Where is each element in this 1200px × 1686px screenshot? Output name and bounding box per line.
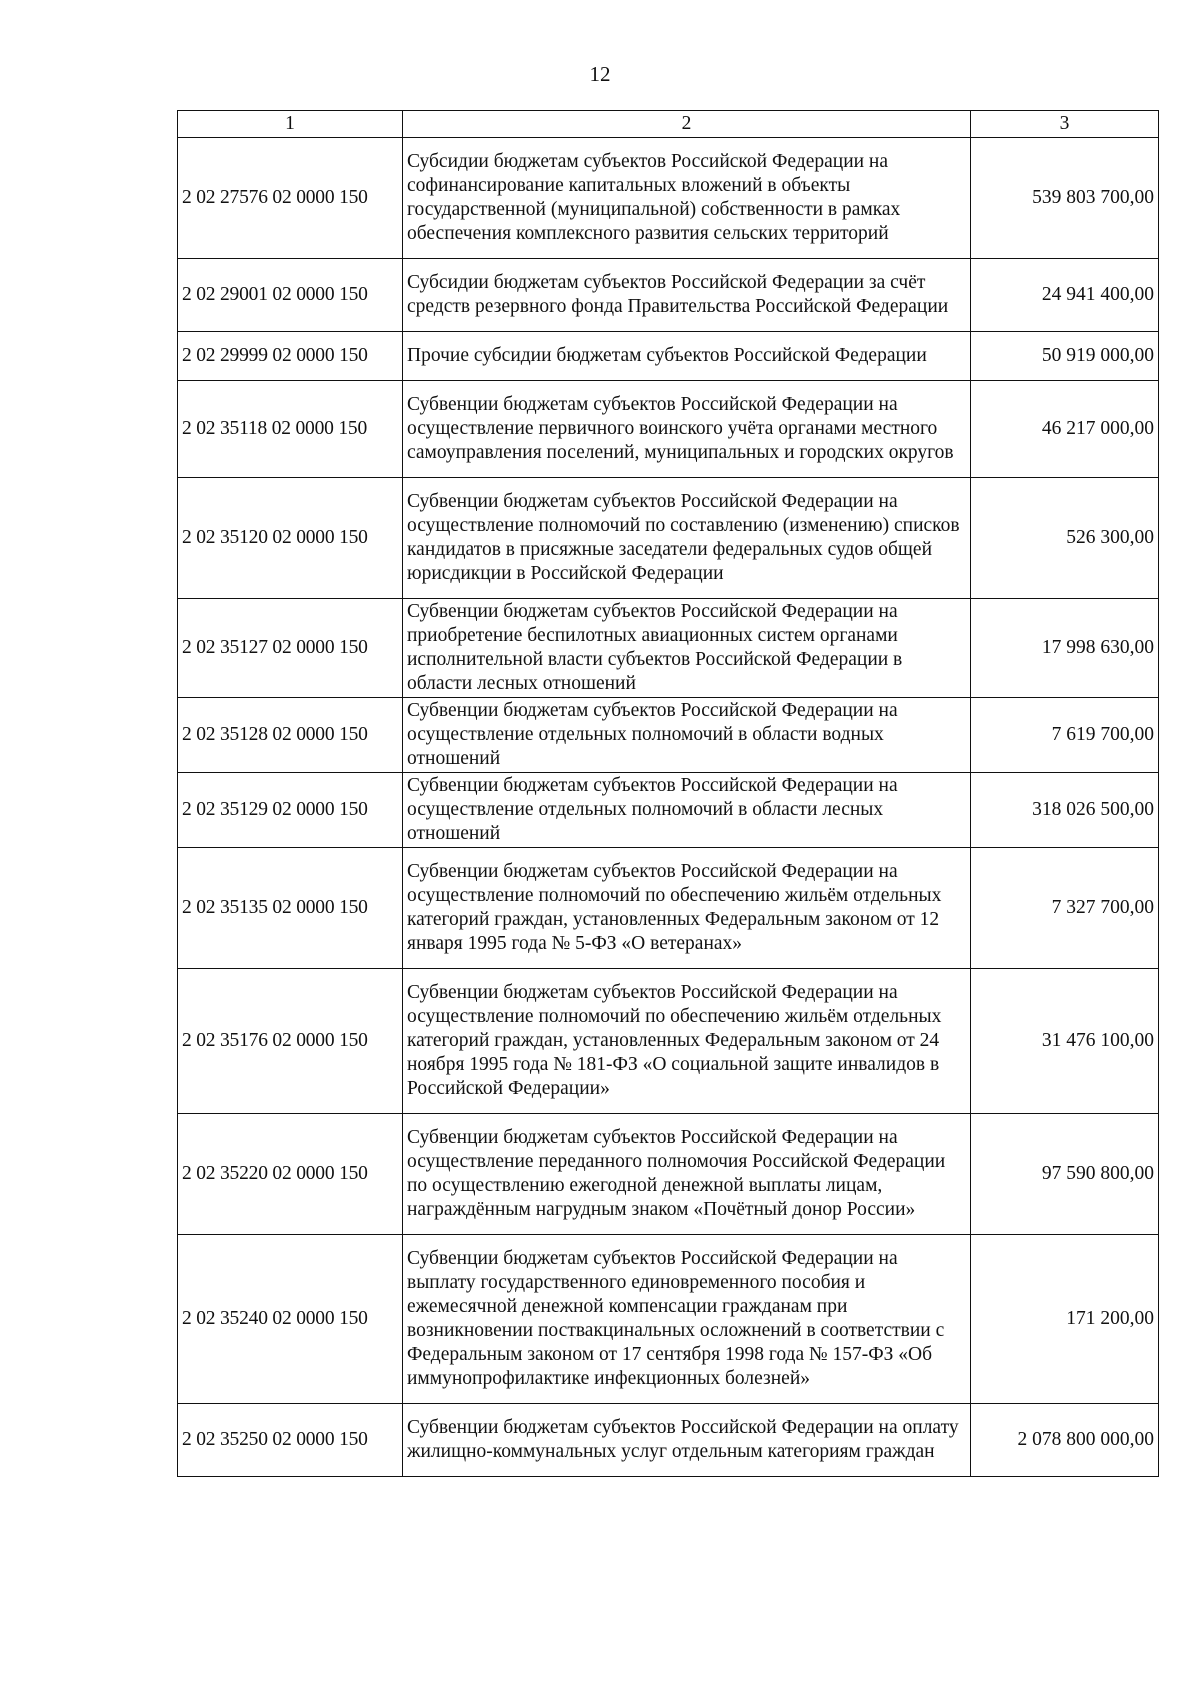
income-amount: 318 026 500,00 [971,773,1159,848]
table-row [178,1235,1159,1404]
budget-code: 2 02 35128 02 0000 150 [178,698,403,773]
table-row [178,138,1159,259]
income-amount: 171 200,00 [971,1235,1159,1404]
table-header-row [178,111,1159,138]
table-row [178,1114,1159,1235]
budget-code: 2 02 35120 02 0000 150 [178,478,403,599]
income-description: Субвенции бюджетам субъектов Российской Федерации на осуществление отдельных полномочий в области водных отношений [403,698,971,773]
column-header-code: 1 [178,111,403,138]
income-amount: 17 998 630,00 [971,599,1159,698]
income-amount: 7 619 700,00 [971,698,1159,773]
budget-revenue-table [177,110,1159,1477]
income-description: Субвенции бюджетам субъектов Российской Федерации на осуществление полномочий по обеспечению жильём отдельных категорий граждан, установленных Федеральным законом от 24 ноября 1995 года № 181-ФЗ «О социальной защите инвалидов в Российской Федерации» [403,969,971,1114]
table-row [178,773,1159,848]
budget-code: 2 02 35240 02 0000 150 [178,1235,403,1404]
table-row [178,848,1159,969]
income-amount: 31 476 100,00 [971,969,1159,1114]
income-description: Прочие субсидии бюджетам субъектов Российской Федерации [403,332,971,381]
income-amount: 526 300,00 [971,478,1159,599]
budget-code: 2 02 35118 02 0000 150 [178,381,403,478]
income-amount: 2 078 800 000,00 [971,1404,1159,1477]
budget-code: 2 02 35220 02 0000 150 [178,1114,403,1235]
income-description: Субвенции бюджетам субъектов Российской Федерации на осуществление отдельных полномочий в области лесных отношений [403,773,971,848]
income-description: Субвенции бюджетам субъектов Российской Федерации на оплату жилищно-коммунальных услуг отдельным категориям граждан [403,1404,971,1477]
income-description: Субвенции бюджетам субъектов Российской Федерации на приобретение беспилотных авиационных систем органами исполнительной власти субъектов Российской Федерации в области лесных отношений [403,599,971,698]
budget-code: 2 02 35250 02 0000 150 [178,1404,403,1477]
income-amount: 46 217 000,00 [971,381,1159,478]
income-amount: 50 919 000,00 [971,332,1159,381]
budget-code: 2 02 35129 02 0000 150 [178,773,403,848]
income-amount: 24 941 400,00 [971,259,1159,332]
table-row [178,381,1159,478]
column-header-description: 2 [403,111,971,138]
budget-code: 2 02 29001 02 0000 150 [178,259,403,332]
budget-code: 2 02 35127 02 0000 150 [178,599,403,698]
income-description: Субсидии бюджетам субъектов Российской Федерации за счёт средств резервного фонда Правительства Российской Федерации [403,259,971,332]
table-row [178,698,1159,773]
income-amount: 539 803 700,00 [971,138,1159,259]
table-row [178,478,1159,599]
income-description: Субвенции бюджетам субъектов Российской Федерации на осуществление переданного полномочия Российской Федерации по осуществлению ежегодной денежной выплаты лицам, награждённым нагрудным знаком «Почётный донор России» [403,1114,971,1235]
income-description: Субвенции бюджетам субъектов Российской Федерации на выплату государственного единовременного пособия и ежемесячной денежной компенсации гражданам при возникновении поствакцинальных осложнений в соответствии с Федеральным законом от 17 сентября 1998 года № 157-ФЗ «Об иммунопрофилактике инфекционных болезней» [403,1235,971,1404]
column-header-amount: 3 [971,111,1159,138]
page-number: 12 [589,62,611,86]
income-description: Субсидии бюджетам субъектов Российской Федерации на софинансирование капитальных вложений в объекты государственной (муниципальной) собственности в рамках обеспечения комплексного развития сельских территорий [403,138,971,259]
income-amount: 97 590 800,00 [971,1114,1159,1235]
budget-code: 2 02 27576 02 0000 150 [178,138,403,259]
budget-code: 2 02 35176 02 0000 150 [178,969,403,1114]
table-row [178,259,1159,332]
income-description: Субвенции бюджетам субъектов Российской Федерации на осуществление полномочий по составлению (изменению) списков кандидатов в присяжные заседатели федеральных судов общей юрисдикции в Российской Федерации [403,478,971,599]
income-description: Субвенции бюджетам субъектов Российской Федерации на осуществление первичного воинского учёта органами местного самоуправления поселений, муниципальных и городских округов [403,381,971,478]
income-description: Субвенции бюджетам субъектов Российской Федерации на осуществление полномочий по обеспечению жильём отдельных категорий граждан, установленных Федеральным законом от 12 января 1995 года № 5-ФЗ «О ветеранах» [403,848,971,969]
table-row [178,1404,1159,1477]
table-row [178,332,1159,381]
table-row [178,969,1159,1114]
table-row [178,599,1159,698]
budget-code: 2 02 35135 02 0000 150 [178,848,403,969]
budget-code: 2 02 29999 02 0000 150 [178,332,403,381]
income-amount: 7 327 700,00 [971,848,1159,969]
